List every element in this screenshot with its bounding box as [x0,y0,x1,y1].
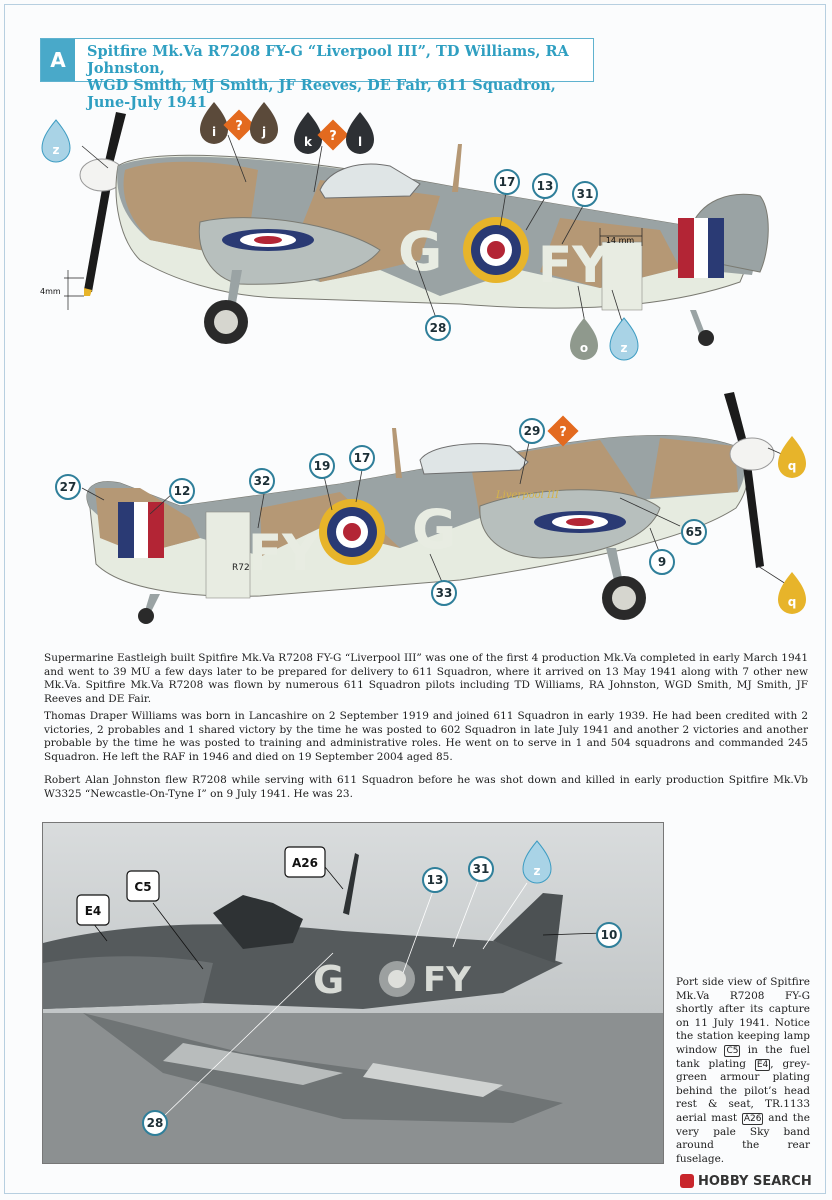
paint-drop-z-nose [42,120,70,162]
dimension-lamp: 4mm [40,287,61,296]
question-diamond-2 [317,119,348,150]
callout-28 [426,316,450,340]
paint-drop-l [346,112,374,154]
tail-wheel [690,310,714,346]
code-letter-g: G [398,220,443,283]
photo-callout-28 [143,1111,167,1135]
svg-text:13: 13 [536,179,554,193]
svg-text:E4: E4 [84,904,102,918]
paint-drop-o [570,318,598,360]
photo-callout-31 [469,857,493,881]
port-profile-drawing [0,388,832,638]
svg-text:17: 17 [353,451,371,465]
svg-text:10: 10 [600,928,618,942]
photo-code-letter: G [313,958,345,1002]
photo-tag-a26 [285,847,325,877]
callout-29 [520,419,544,443]
svg-text:z: z [52,143,60,157]
paint-drop-k [294,112,322,154]
caption-code-e4: E4 [756,1059,769,1070]
svg-text:17: 17 [498,175,516,189]
profile-title-line-1: Spitfire Mk.Va R7208 FY-G “Liverpool III”, TD Williams, RA Johnston, [87,43,569,77]
callout-17-port [350,446,374,470]
caption-text-1: Port side view of Spitfire Mk.Va R7208 FY-G shortly after its capture on 11 July 1941. Notice the station keeping lamp window [676,976,810,1056]
svg-text:27: 27 [59,480,77,494]
photo-tag-c5 [127,871,159,901]
svg-text:A26: A26 [292,856,318,870]
hobby-search-logo-icon [680,1174,694,1188]
paint-drop-q-tip [778,572,806,614]
svg-text:o: o [579,341,589,355]
profile-letter-badge: A [41,39,75,81]
svg-text:q: q [787,595,797,609]
fin-flash-port [118,502,164,558]
squadron-code-port: FY [248,524,319,582]
paint-drop-z-tail [610,318,638,360]
main-undercarriage-port [602,548,646,620]
aerial-mast [452,144,462,192]
fin-flash [678,218,724,278]
svg-text:l: l [357,135,363,149]
caption-text-3: , grey-green armour plating behind the pilot’s head rest & seat, TR.1133 aerial mast [676,1057,810,1124]
photo-tag-e4 [77,895,109,925]
paint-drop-j [250,102,278,144]
callout-13 [533,174,557,198]
photo-callout-13 [423,868,447,892]
svg-text:19: 19 [313,459,331,473]
photo-caption [676,976,810,1166]
callout-12 [170,479,194,503]
callout-33 [432,581,456,605]
starboard-profile [0,100,832,365]
profile-title-box [40,38,594,111]
wreck-photo-drawing [43,823,663,1163]
starboard-profile-drawing [0,100,832,365]
caption-text-4: and the very pale Sky band around the rear fuselage. [676,1111,810,1165]
svg-text:z: z [620,341,628,355]
svg-text:j: j [261,125,267,139]
watermark [680,1170,824,1192]
svg-text:?: ? [559,425,567,440]
tail-wheel-port [138,594,160,624]
photo-callout-10 [597,923,621,947]
caption-code-c5: C5 [726,1045,739,1056]
caption-text-2: in the fuel tank plating [676,1043,810,1070]
callout-17 [495,170,519,194]
svg-text:z: z [533,864,541,878]
paragraph-history: Supermarine Eastleigh built Spitfire Mk.Va R7208 FY-G “Liverpool III” was one of the first 4 production Mk.Va completed in early March 1941 and went to 39 MU a few days later to be prepared for delivery to 611 Squadron, where it arrived on 13 May 1941 along with 7 other new Mk.Va. Spitfire Mk.Va R7208 was flown by numerous 611 Squadron pilots including TD Williams, RA Johnston, WGD Smith, MJ Smith, JF Reeves and DE Fair. [44,652,808,705]
dimension-tail-band: 14 mm [605,236,635,245]
svg-text:?: ? [235,119,243,134]
squadron-code: FY [538,236,609,294]
callout-65 [682,520,706,544]
paragraph-williams: Thomas Draper Williams was born in Lancashire on 2 September 1919 and joined 611 Squadron in early 1939. He had been credited with 2 victories, 2 probables and 1 shared victory by the time he was posted to 602 Squadron in late July 1941 and another 2 victories and another probable by the time he was posted to training and administrative roles. He went on to serve in 1 and 504 squadrons and commanded 245 Squadron. He left the RAF in 1946 and died on 19 September 2004 aged 85. [44,710,808,763]
svg-text:i: i [211,125,217,139]
svg-text:28: 28 [146,1116,164,1130]
code-letter-g-port: G [412,498,457,561]
svg-text:13: 13 [426,873,444,887]
svg-text:9: 9 [657,555,667,569]
svg-text:29: 29 [523,424,541,438]
aircraft-name: Liverpool III [496,490,559,501]
svg-text:12: 12 [173,484,191,498]
callout-9 [650,550,674,574]
serial-fragment: R72 [232,563,250,573]
svg-text:k: k [304,135,312,149]
paragraph-johnston: Robert Alan Johnston flew R7208 while serving with 611 Squadron before he was shot down and killed in early production Spitfire Mk.Vb W3325 “Newcastle-On-Tyne I” on 9 July 1941. He was 23. [44,774,808,800]
svg-text:q: q [787,459,797,473]
paint-drop-q-spinner [778,436,806,478]
watermark-text: HOBBY SEARCH [698,1173,812,1189]
fuselage-roundel-port [319,499,385,565]
callout-31 [573,182,597,206]
callout-19 [310,454,334,478]
profile-title-line-2: WGD Smith, MJ Smith, JF Reeves, DE Fair, 611 Squadron, June-July 1941 [87,77,556,111]
svg-text:31: 31 [576,187,594,201]
sky-fuselage-band-port [206,512,250,598]
port-profile [0,388,832,638]
svg-text:33: 33 [435,586,453,600]
photo-squadron-code: FY [423,960,471,1000]
svg-text:?: ? [329,129,337,144]
caption-code-a26: A26 [743,1113,762,1124]
svg-text:65: 65 [685,525,703,539]
callout-32 [250,469,274,493]
svg-text:32: 32 [253,474,271,488]
paint-drop-i [200,102,228,144]
fuselage-roundel [463,217,529,283]
svg-text:C5: C5 [134,880,152,894]
svg-text:31: 31 [472,862,490,876]
wreck-photo [42,822,664,1164]
svg-text:28: 28 [429,321,447,335]
callout-27 [56,475,80,499]
